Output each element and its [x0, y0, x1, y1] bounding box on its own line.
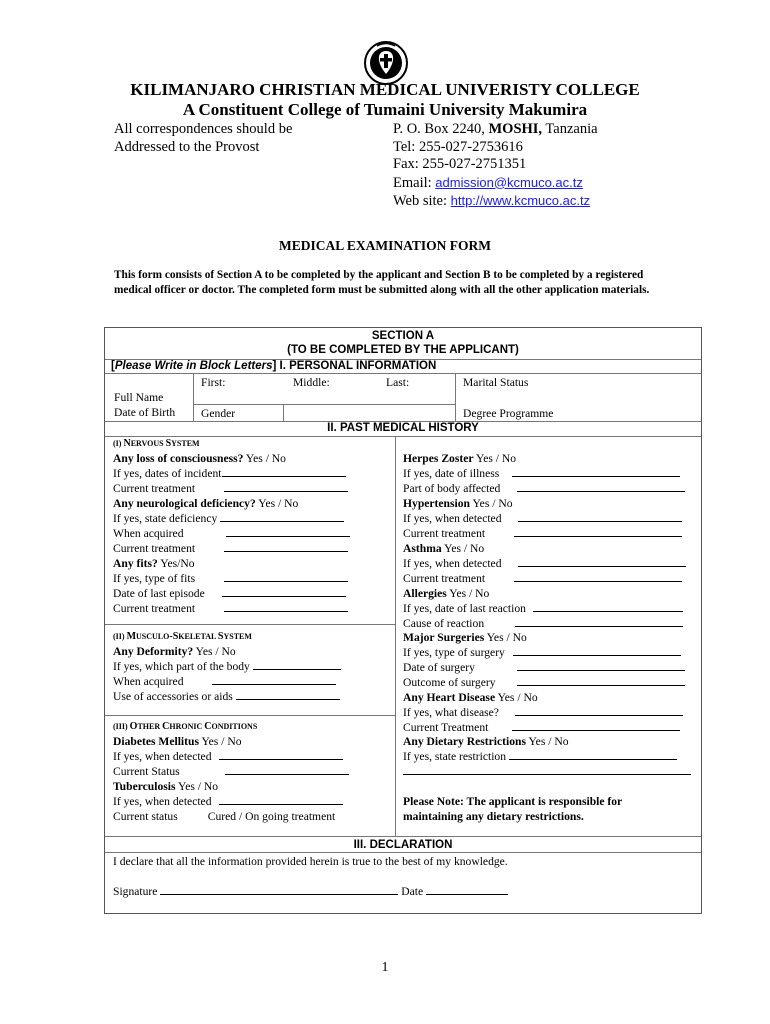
website-link[interactable]: http://www.kcmuco.ac.tz [450, 193, 591, 208]
what-disease: If yes, what disease? [403, 706, 683, 719]
full-name-label: Full Name [114, 391, 164, 404]
declaration-text: I declare that all the information provided herein is true to the best of my knowledge. [113, 855, 508, 868]
dietary-note-1: Please Note: The applicant is responsible for [403, 795, 623, 808]
page-number: 1 [381, 960, 389, 975]
asthma-when-detected: If yes, when detected [403, 557, 686, 570]
gender-label: Gender [201, 407, 236, 420]
asthma-current-treatment: Current treatment [403, 572, 682, 585]
dates-incident: If yes, dates of incident [113, 467, 346, 480]
heart-disease: Any Heart Disease Yes / No [403, 691, 538, 704]
herpes-part-affected: Part of body affected [403, 482, 685, 495]
state-deficiency: If yes, state deficiency [113, 512, 344, 525]
dietary-restrictions: Any Dietary Restrictions Yes / No [403, 735, 569, 748]
declaration-heading: III. DECLARATION [353, 839, 453, 851]
last-episode: Date of last episode [113, 587, 346, 600]
accessories-aids: Use of accessories or aids [113, 690, 340, 703]
when-acquired-1: When acquired [113, 527, 350, 540]
restriction-extra-line [403, 765, 691, 778]
form-intro: This form consists of Section A to be completed by the applicant and Section B to be completed by a registered medical officer or doctor. The completed form must be submitted along with all the other application materials. [114, 269, 650, 296]
musculo-skeletal-heading: (II) MUSCULO-SKELETAL SYSTEM [113, 631, 252, 642]
hypertension: Hypertension Yes / No [403, 497, 513, 510]
asthma: Asthma Yes / No [403, 542, 485, 555]
email-link[interactable]: admission@kcmuco.ac.tz [435, 174, 583, 190]
tb-when-detected: If yes, when detected [113, 795, 343, 808]
which-part-body: If yes, which part of the body [113, 660, 341, 673]
current-treatment-3: Current treatment [113, 602, 348, 615]
chronic-conditions-heading: (III) OTHER CHRONIC CONDITIONS [113, 721, 258, 732]
major-surgeries: Major Surgeries Yes / No [403, 631, 527, 644]
dob-label: Date of Birth [114, 406, 176, 419]
outcome-of-surgery: Outcome of surgery [403, 676, 685, 689]
email-line: Email: admission@kcmuco.ac.tz [393, 174, 583, 191]
dietary-note-2: maintaining any dietary restrictions. [403, 810, 584, 823]
herpes-zoster: Herpes Zoster Yes / No [403, 452, 517, 465]
date-of-surgery: Date of surgery [403, 661, 685, 674]
last-name-label: Last: [386, 376, 410, 389]
degree-programme-label: Degree Programme [463, 407, 554, 420]
allergies: Allergies Yes / No [403, 587, 490, 600]
allergies-cause: Cause of reaction [403, 617, 683, 630]
correspondence-note: All correspondences should be Addressed to the Provost [114, 121, 293, 155]
any-fits: Any fits? Yes/No [113, 557, 195, 570]
herpes-date-illness: If yes, date of illness [403, 467, 680, 480]
section-a-subtitle: (TO BE COMPLETED BY THE APPLICANT) [287, 344, 519, 356]
type-of-fits: If yes, type of fits [113, 572, 348, 585]
contact-block [393, 121, 598, 211]
past-history-heading: II. PAST MEDICAL HISTORY [327, 422, 479, 434]
current-treatment-1: Current treatment [113, 482, 348, 495]
hypertension-current-treatment: Current treatment [403, 527, 682, 540]
middle-name-label: Middle: [293, 376, 330, 389]
form-title: MEDICAL EXAMINATION FORM [279, 238, 491, 253]
signature-line: Signature Date [113, 885, 508, 898]
diabetes-current-status: Current Status [113, 765, 349, 778]
type-of-surgery: If yes, type of surgery [403, 646, 681, 659]
college-name: KILIMANJARO CHRISTIAN MEDICAL UNIVERISTY COLLEGE [130, 80, 640, 99]
website-line: Web site: http://www.kcmuco.ac.tz [393, 193, 591, 209]
tuberculosis: Tuberculosis Yes / No [113, 780, 219, 793]
diabetes-mellitus: Diabetes Mellitus Yes / No [113, 735, 242, 748]
first-name-label: First: [201, 376, 226, 389]
loss-consciousness: Any loss of consciousness? Yes / No [113, 452, 286, 465]
nervous-system-heading: (I) NERVOUS SYSTEM [113, 438, 200, 449]
current-treatment-2: Current treatment [113, 542, 348, 555]
state-restriction: If yes, state restriction [403, 750, 677, 763]
tb-current-status: Current status Cured / On going treatment [113, 810, 336, 823]
diabetes-when-detected: If yes, when detected [113, 750, 343, 763]
heart-current-treatment: Current Treatment [403, 721, 680, 734]
personal-info-heading: [Please Write in Block Letters] I. PERSONAL INFORMATION [111, 360, 437, 372]
neuro-deficiency: Any neurological deficiency? Yes / No [113, 497, 299, 510]
section-a-title: SECTION A [371, 330, 435, 342]
hypertension-when-detected: If yes, when detected [403, 512, 682, 525]
fax: Fax: 255-027-2751351 [393, 156, 527, 172]
allergies-last-reaction: If yes, date of last reaction [403, 602, 683, 615]
tel: Tel: 255-027-2753616 [393, 138, 523, 155]
section-a-box [104, 327, 702, 914]
marital-status-label: Marital Status [463, 376, 529, 389]
po-box: P. O. Box 2240, MOSHI, Tanzania [393, 121, 598, 137]
any-deformity: Any Deformity? Yes / No [113, 645, 236, 658]
constituent-college: A Constituent College of Tumaini University Makumira [182, 100, 588, 119]
when-acquired-2: When acquired [113, 675, 336, 688]
